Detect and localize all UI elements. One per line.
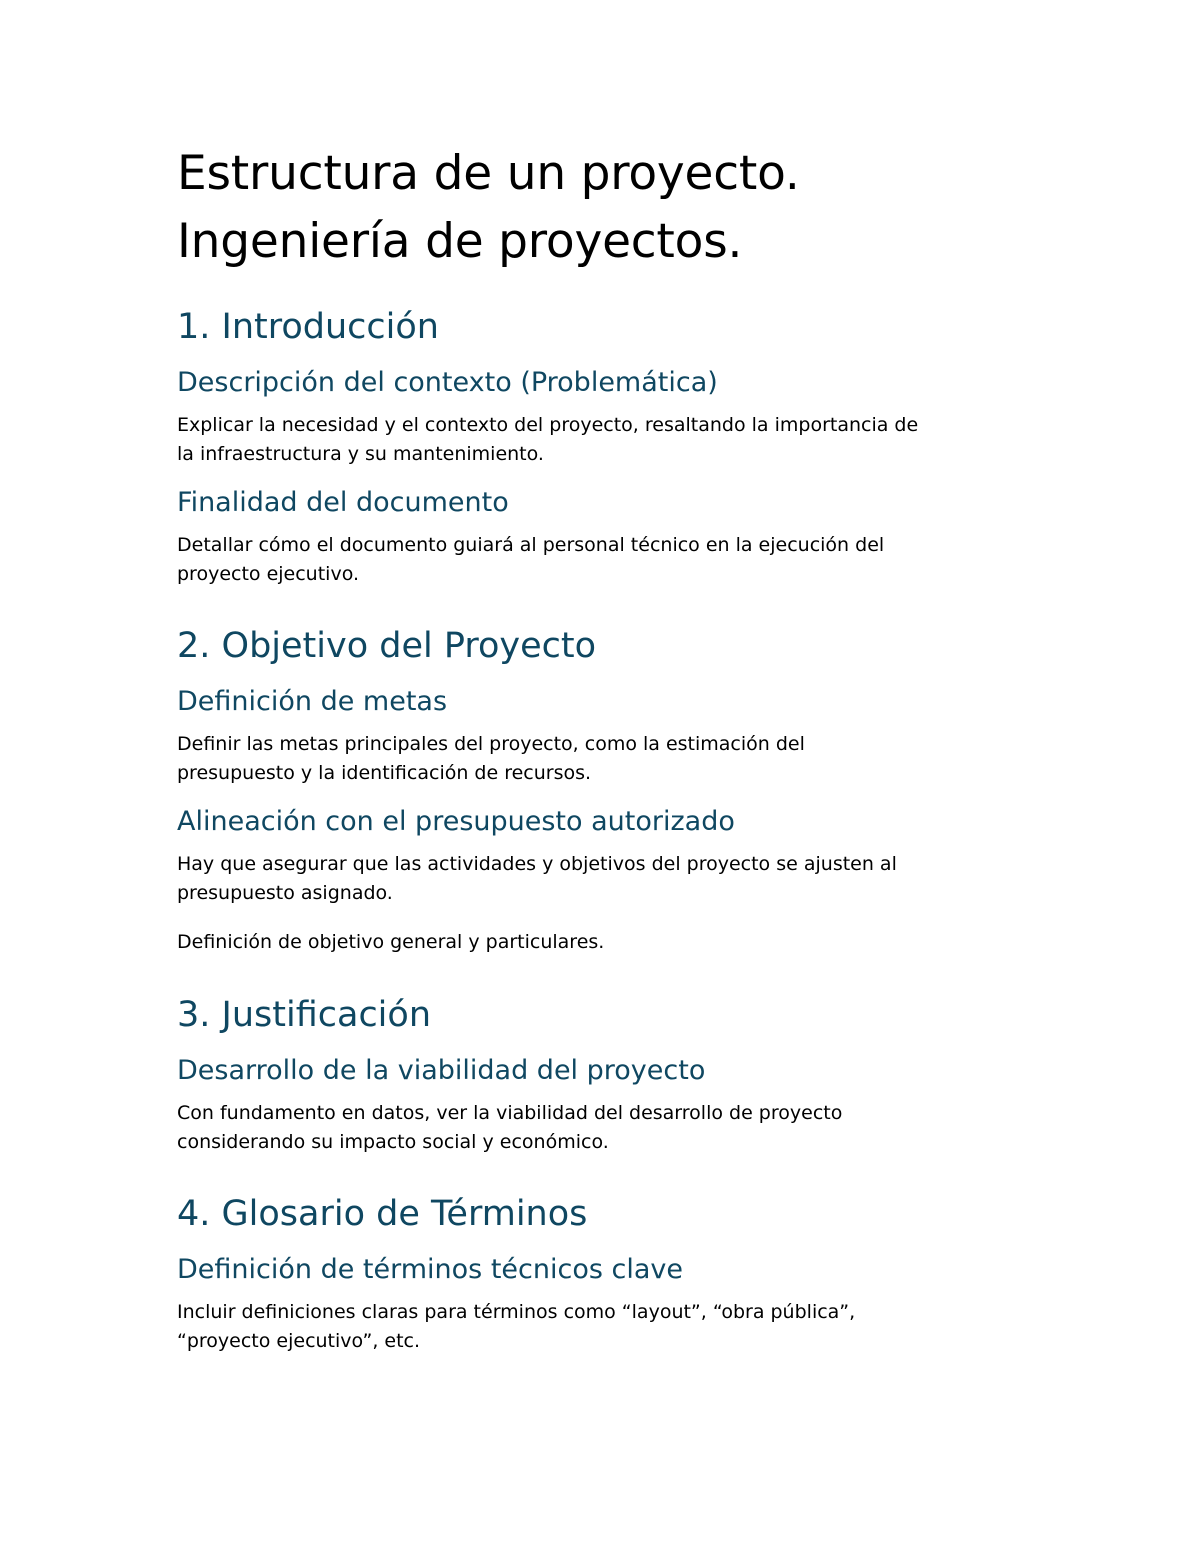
subsection-heading: Alineación con el presupuesto autorizado [177, 806, 735, 837]
section-heading: 2. Objetivo del Proyecto [177, 626, 596, 666]
section-heading: 4. Glosario de Términos [177, 1194, 588, 1234]
document-title-line-2: Ingeniería de proyectos. [177, 214, 743, 269]
paragraph-line: Con fundamento en datos, ver la viabilidad del desarrollo de proyecto [177, 1102, 843, 1124]
subsection-body [177, 411, 1037, 469]
paragraph-line: proyecto ejecutivo. [177, 563, 360, 585]
subsection-body [177, 1298, 1037, 1356]
paragraph-line: presupuesto asignado. [177, 882, 393, 904]
paragraph-line: “proyecto ejecutivo”, etc. [177, 1330, 421, 1352]
section-objetivo [177, 622, 1037, 957]
subsection-body [177, 850, 1037, 908]
document-title [177, 140, 1037, 276]
paragraph-line: Hay que asegurar que las actividades y objetivos del proyecto se ajusten al [177, 853, 897, 875]
section-introduccion [177, 303, 1037, 589]
paragraph-line: Incluir definiciones claras para términos como “layout”, “obra pública”, [177, 1301, 856, 1323]
subsection-heading: Desarrollo de la viabilidad del proyecto [177, 1055, 706, 1086]
section-heading: 3. Justificación [177, 995, 432, 1035]
document-title-line-1: Estructura de un proyecto. [177, 146, 800, 201]
subsection-heading: Descripción del contexto (Problemática) [177, 367, 718, 398]
section-justificacion [177, 991, 1037, 1157]
paragraph-line: Definición de objetivo general y particulares. [177, 931, 605, 953]
subsection-heading: Finalidad del documento [177, 487, 509, 518]
paragraph-line: Definir las metas principales del proyecto, como la estimación del [177, 733, 805, 755]
subsection-body [177, 730, 1037, 788]
paragraph-line: Explicar la necesidad y el contexto del proyecto, resaltando la importancia de [177, 414, 919, 436]
subsection-body [177, 531, 1037, 589]
section-heading: 1. Introducción [177, 307, 439, 347]
paragraph-line: Detallar cómo el documento guiará al personal técnico en la ejecución del [177, 534, 885, 556]
paragraph-line: considerando su impacto social y económico. [177, 1131, 609, 1153]
paragraph-line: la infraestructura y su mantenimiento. [177, 443, 544, 465]
subsection-body [177, 1099, 1037, 1157]
section-glosario [177, 1190, 1037, 1356]
document-page [177, 140, 1037, 1356]
subsection-heading: Definición de metas [177, 686, 448, 717]
paragraph-line: presupuesto y la identificación de recursos. [177, 762, 592, 784]
subsection-heading: Definición de términos técnicos clave [177, 1254, 683, 1285]
